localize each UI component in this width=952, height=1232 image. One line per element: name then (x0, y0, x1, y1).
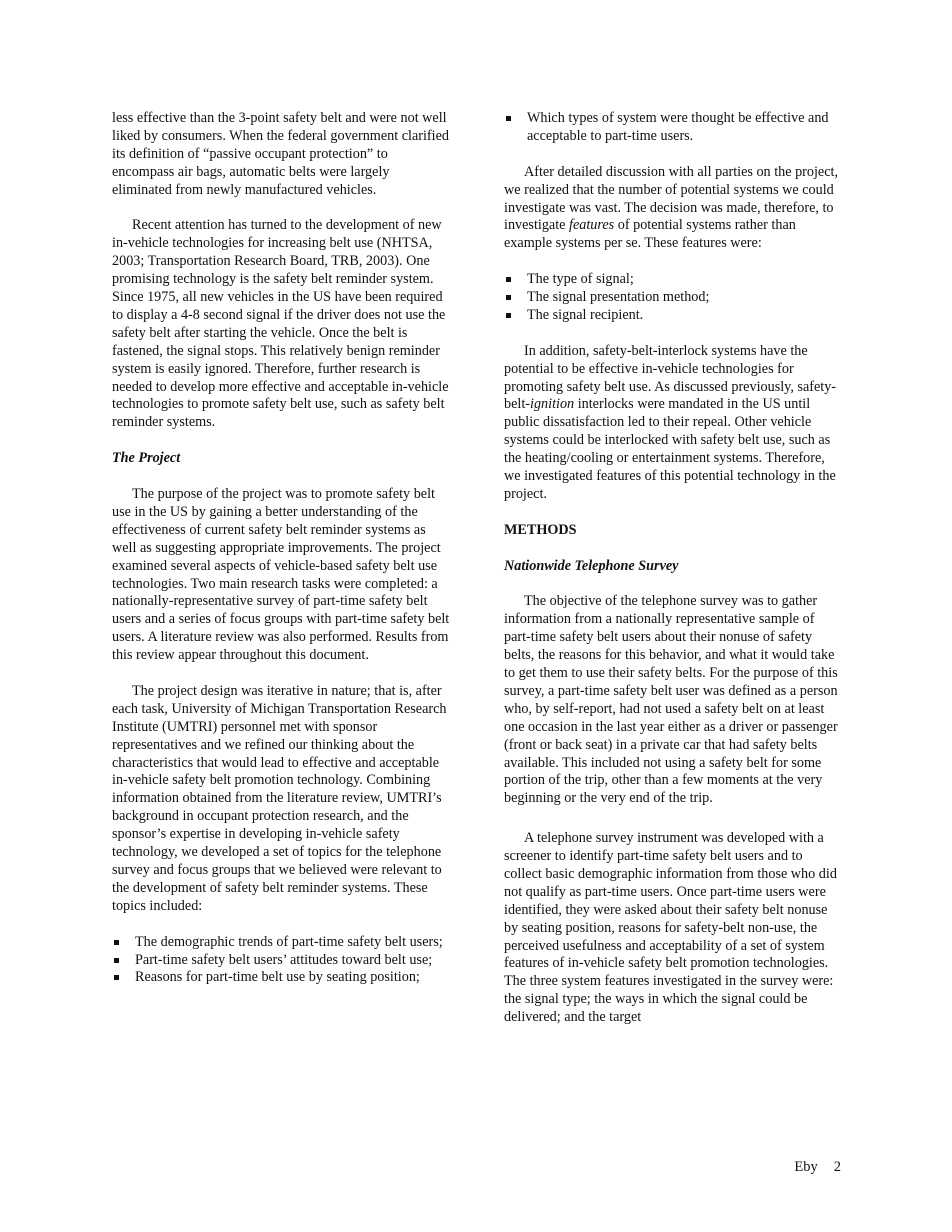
list-item: Part-time safety belt users’ attitudes toward belt use; (112, 952, 450, 970)
paragraph: The purpose of the project was to promote safety belt use in the US by gaining a better understanding of the effectiveness of current safety belt reminder systems as well as suggesting appropriate improvements. The project examined several aspects of vehicle-based safety belt use technologies. Two main research tasks were completed: a nationally-representative survey of part-time safety belt users and a series of focus groups with part-time safety belt users. A literature review was also performed. Results from this review appear throughout this document. (112, 485, 450, 664)
page-number: 2 (833, 1159, 841, 1175)
footer-author: Eby (794, 1159, 818, 1175)
topics-list (112, 934, 450, 988)
paragraph: The project design was iterative in nature; that is, after each task, University of Michigan Transportation Research Institute (UMTRI) personnel met with sponsor representatives and we refined our thinking about the characteristics that would lead to effective and acceptable in-vehicle safety belt promotion technology. Combining information obtained from the literature review, UMTRI’s background in occupant protection research, and the sponsor’s expertise in developing in-vehicle safety technology, we developed a set of topics for the telephone survey and focus groups that we believed were relevant to the development of safety belt reminder systems. These topics included: (112, 682, 447, 914)
left-column (112, 110, 450, 987)
list-item: The signal recipient. (504, 307, 842, 325)
section-heading-the-project: The Project (112, 450, 181, 467)
page-footer (794, 1159, 841, 1176)
paragraph: less effective than the 3-point safety belt and were not well liked by consumers. When the federal government clarified its definition of “passive occupant protection” to encompass air bags, automatic belts were largely eliminated from newly manufactured vehicles. (112, 110, 449, 198)
paragraph: The objective of the telephone survey was to gather information from a nationally representative sample of part-time safety belt users about their nonuse of safety belts, the reasons for this behavior, and what it would take to get them to use their safety belts. For the purpose of this survey, a part-time safety belt user was defined as a person who, by self-report, had not used a safety belt on at least one occasion in the last year either as a driver or passenger (front or back seat) in a private car that had safety belts available. This included not using a safety belt for some portion of the trip, other than a few moments at the very beginning or the very end of the trip. (504, 593, 838, 807)
emphasis: ignition (530, 396, 575, 413)
list-item: The signal presentation method; (504, 289, 842, 307)
paragraph: In addition, safety-belt-interlock systems have the potential to be effective in-vehicle technologies for promoting safety belt use. As discussed previously, safety-belt-ignition interlocks were mandated in the US until public dissatisfaction led to their repeal. Other vehicle systems could be interlocked with safety belt use, such as the heating/cooling or entertainment systems. Therefore, we investigated features of this potential technology in the project. (504, 342, 837, 502)
features-list (504, 271, 842, 325)
list-item: Which types of system were thought be effective and acceptable to part-time users. (504, 110, 842, 146)
emphasis: features (569, 217, 615, 234)
paragraph: Recent attention has turned to the development of new in-vehicle technologies for increasing belt use (NHTSA, 2003; Transportation Research Board, TRB, 2003). One promising technology is the safety belt reminder system. Since 1975, all new vehicles in the US have been required to display a 4-8 second signal if the driver does not use the safety belt after starting the vehicle. Once the belt is fastened, the signal stops. This relatively benign reminder system is easily ignored. Therefore, further research is needed to develop more effective and acceptable in-vehicle technologies to promote safety belt use, such as safety belt reminder systems. (112, 217, 449, 431)
list-item: The demographic trends of part-time safety belt users; (112, 934, 450, 952)
topics-list-continued (504, 110, 842, 146)
subsection-heading-telephone-survey: Nationwide Telephone Survey (504, 557, 679, 574)
paragraph: After detailed discussion with all parties on the project, we realized that the number of potential systems we could investigate was vast. The decision was made, therefore, to investigate features of potential systems rather than example systems per se. These features were: (504, 163, 839, 252)
list-item: The type of signal; (504, 271, 842, 289)
paragraph: A telephone survey instrument was developed with a screener to identify part-time safety belt users and to collect basic demographic information from those who did not qualify as part-time users. Once part-time users were identified, they were asked about their safety belt nonuse by seating position, reasons for safety-belt non-use, the perceived usefulness and acceptability of a set of system features of in-vehicle safety belt promotion technologies. The three system features investigated in the survey were: the signal type; the ways in which the signal could be delivered; and the target (504, 830, 837, 1026)
right-column (504, 110, 842, 1027)
section-heading-methods: METHODS (504, 521, 577, 538)
list-item: Reasons for part-time belt use by seating position; (112, 969, 450, 987)
